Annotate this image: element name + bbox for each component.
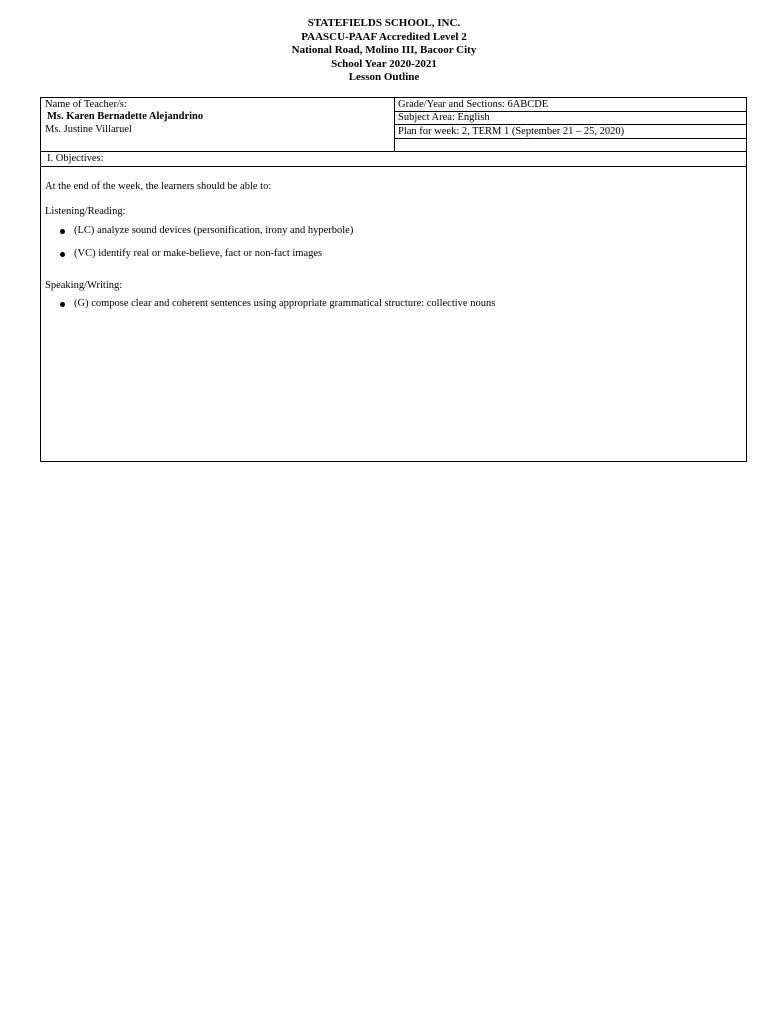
school-name: STATEFIELDS SCHOOL, INC. <box>307 17 461 29</box>
objectives-intro: At the end of the week, the learners should be able to: <box>45 181 272 192</box>
grade-sections-cell: Grade/Year and Sections: 6ABCDE <box>395 98 746 112</box>
school-address: National Road, Molino III, Bacoor City <box>291 44 477 57</box>
list-item-text: (LC) analyze sound devices (personification, irony and hyperbole) <box>74 225 354 236</box>
accreditation: PAASCU-PAAF Accredited Level 2 <box>301 30 467 43</box>
teacher-label: Name of Teacher/s: <box>45 99 127 110</box>
list-item-text: (VC) identify real or make-believe, fact or non-fact images <box>74 248 323 259</box>
info-table <box>40 97 747 152</box>
teacher-cell <box>41 98 395 151</box>
empty-cell <box>395 139 746 151</box>
list-item-text: (G) compose clear and coherent sentences using appropriate grammatical structure: collective nouns <box>74 298 496 309</box>
listening-reading-label: Listening/Reading: <box>45 206 126 217</box>
course-info-cells <box>395 98 746 151</box>
bullet-icon <box>60 229 65 234</box>
document-title: Lesson Outline <box>348 71 420 84</box>
objectives-heading: I. Objectives: <box>41 152 746 167</box>
school-year: School Year 2020-2021 <box>331 57 437 70</box>
document-header <box>0 17 768 85</box>
teacher-name-1: Ms. Karen Bernadette Alejandrino <box>47 111 204 122</box>
bullet-icon <box>60 252 65 257</box>
subject-area-cell: Subject Area: English <box>395 112 746 125</box>
speaking-writing-label: Speaking/Writing: <box>45 280 123 291</box>
objectives-section <box>40 151 747 462</box>
plan-for-week-cell: Plan for week: 2, TERM 1 (September 21 – 25, 2020) <box>395 125 746 139</box>
teacher-name-2: Ms. Justine Villaruel <box>45 124 132 135</box>
bullet-icon <box>60 302 65 307</box>
